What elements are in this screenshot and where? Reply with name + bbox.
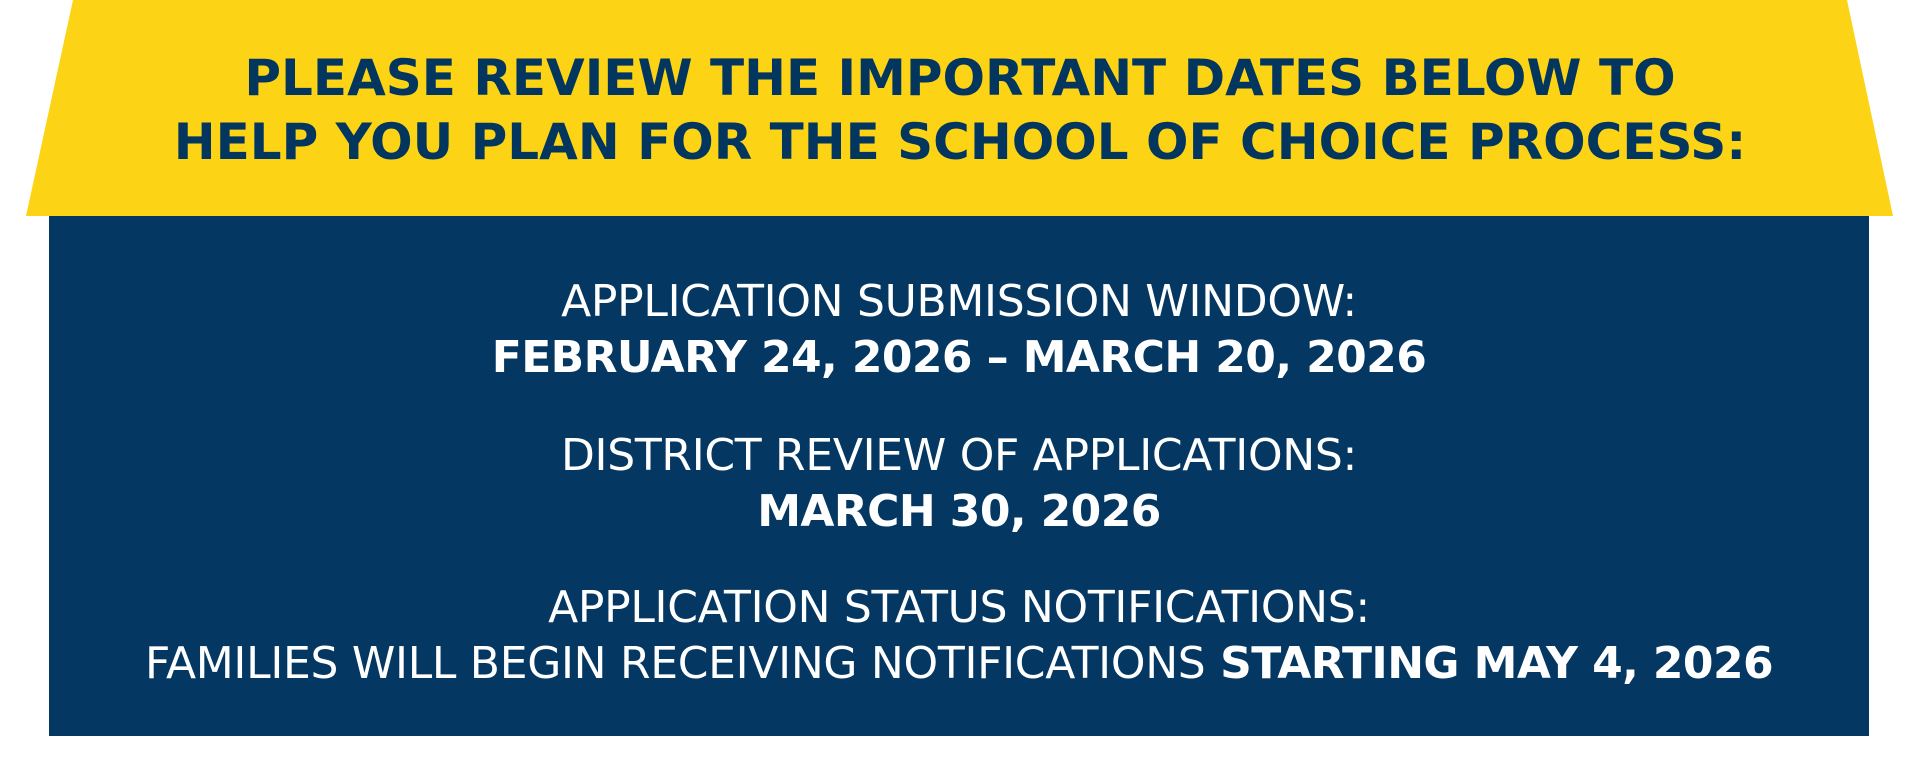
banner-heading xyxy=(0,46,1920,174)
date-label: APPLICATION STATUS NOTIFICATIONS: xyxy=(548,582,1370,633)
date-item-district-review xyxy=(49,428,1869,540)
important-dates-panel xyxy=(49,216,1869,736)
banner-heading-line-1: PLEASE REVIEW THE IMPORTANT DATES BELOW TO xyxy=(244,49,1676,107)
date-label: DISTRICT REVIEW OF APPLICATIONS: xyxy=(560,430,1358,481)
date-value: MARCH 30, 2026 xyxy=(757,486,1161,537)
date-item-status-notifications xyxy=(49,580,1869,692)
date-value xyxy=(49,636,1869,692)
date-item-application-submission xyxy=(49,274,1869,386)
banner-heading-line-2: HELP YOU PLAN FOR THE SCHOOL OF CHOICE PROCESS: xyxy=(173,113,1747,171)
date-value-prefix: FAMILIES WILL BEGIN RECEIVING NOTIFICATIONS xyxy=(145,638,1206,689)
date-label: APPLICATION SUBMISSION WINDOW: xyxy=(561,276,1357,327)
date-value-emphasis: STARTING MAY 4, 2026 xyxy=(1220,638,1773,689)
date-value: FEBRUARY 24, 2026 – MARCH 20, 2026 xyxy=(491,332,1427,383)
header-banner xyxy=(0,0,1920,217)
